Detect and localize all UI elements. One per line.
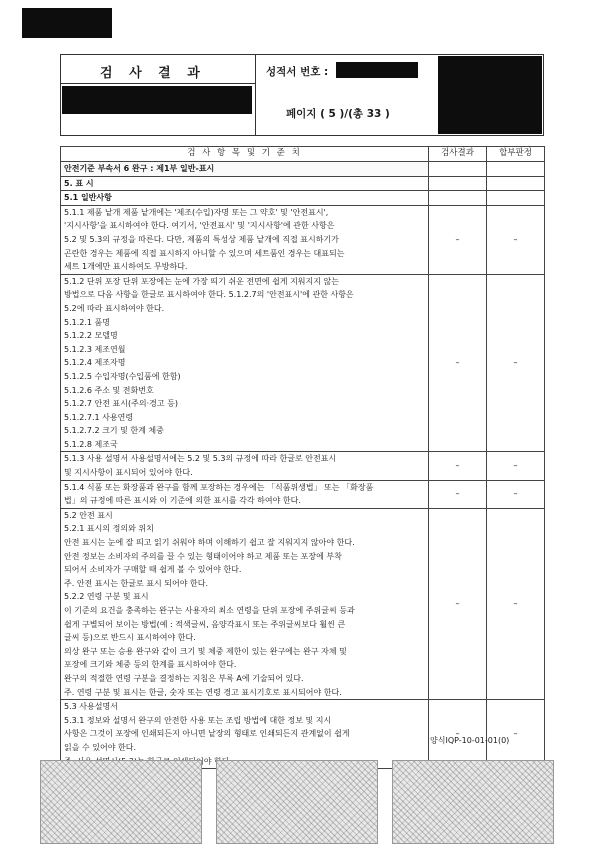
result-cell: – [429, 508, 487, 699]
verdict-cell: – [487, 508, 545, 699]
verdict-cell: – [487, 700, 545, 769]
item-line: 5.3 사용설명서 [64, 702, 118, 712]
item-line: 5.1.2.1 품명 [64, 317, 110, 327]
standard-row [61, 162, 545, 177]
item-line: 안전 표시는 눈에 잘 띄고 읽기 쉬워야 하며 이해하기 쉽고 잘 지워지지 않아야 한다. [64, 538, 355, 548]
table-row [61, 274, 545, 452]
item-line: 포장에 크기와 체중 등의 한계를 표시하여야 한다. [64, 660, 237, 670]
item-line: 쉽게 구별되어 보이는 방법(예 : 적색글씨, 음양각표시 또는 주위글씨보다 훨씬 큰 [64, 619, 346, 629]
verdict-cell: – [487, 274, 545, 452]
item-line: 5.1.3 사용 설명서 사용설명서에는 5.2 및 5.3의 규정에 따라 한글로 안전표시 [64, 454, 337, 464]
table-row [61, 480, 545, 508]
result-cell: – [429, 205, 487, 274]
item-line: 세트 1개에만 표시하여도 무방하다. [64, 262, 188, 272]
item-line: 5.1.2.7.1 사용연령 [64, 412, 134, 422]
redacted-block-top-right [438, 56, 542, 134]
item-line: 5.1.1 제품 낱개 제품 낱개에는 '제조(수입)자명 또는 그 약호' 및 '안전표시', [64, 207, 329, 217]
empty-cell [429, 176, 487, 191]
item-line: 5.1.4 식품 또는 화장품과 완구를 함께 포장하는 경우에는 「식품위생법」 또는 「화장품 [64, 482, 374, 492]
item-line: 주. 연령 구분 및 표시는 한글, 숫자 또는 연령 경고 표시기호로 표시되어야 한다. [64, 687, 342, 697]
col-header-item: 검 사 항 목 및 기 준 치 [61, 147, 429, 162]
item-line: 방법으로 다음 사항을 한글로 표시하여야 한다. 5.1.2.7의 '안전표시'에 관한 사항은 [64, 290, 354, 300]
page-indicator: 페이지 ( 5 )/(총 33 ) [286, 108, 390, 120]
item-line: 5.1.2.3 제조연월 [64, 344, 126, 354]
result-cell: – [429, 274, 487, 452]
col-header-result: 검사결과 [429, 147, 487, 162]
item-line: 법」의 규정에 따른 표시와 이 기준에 의한 표시를 각각 하여야 한다. [64, 496, 301, 506]
result-cell: – [429, 700, 487, 769]
item-text-cell [61, 452, 429, 480]
result-cell: – [429, 452, 487, 480]
report-number-label: 성적서 번호 : [266, 66, 329, 78]
page-title: 검 사 결 과 [100, 66, 206, 81]
item-line: 의상 완구 또는 승용 완구와 같이 크기 및 체중 제한이 있는 완구에는 완구 자체 및 [64, 646, 347, 656]
item-line: 5.1.2 단위 포장 단위 포장에는 눈에 가장 띄기 쉬운 전면에 쉽게 지워지지 않는 [64, 276, 339, 286]
item-text-cell [61, 205, 429, 274]
item-line: 5.2에 따라 표시하여야 한다. [64, 303, 165, 313]
security-pattern-right [392, 760, 554, 844]
item-line: 주. 안전 표시는 한글로 표시 되어야 한다. [64, 578, 208, 588]
item-line: 이 기준의 요건을 충족하는 완구는 사용자의 최소 연령을 단위 포장에 주위글씨 등과 [64, 606, 355, 615]
verdict-cell: – [487, 205, 545, 274]
col-header-verdict: 합부판정 [487, 147, 545, 162]
table-row [61, 508, 545, 699]
item-line: 5.1.2.7 안전 표시(주의·경고 등) [64, 399, 178, 409]
subsection-row [61, 191, 545, 206]
empty-cell [429, 162, 487, 177]
item-line: 5.1.2.8 제조국 [64, 439, 118, 449]
item-line: 곤란한 경우는 제품에 직접 표시하지 아니할 수 있으며 세트품인 경우는 대표되는 [64, 248, 345, 258]
item-line: 5.2 및 5.3의 규정을 따른다. 다만, 제품의 특성상 제품 낱개에 직접 표시하기가 [64, 234, 339, 244]
item-line: 완구의 적절한 연령 구분을 결정하는 지침은 부록 A에 기술되어 있다. [64, 673, 304, 683]
header-vertical-rule [255, 54, 256, 136]
redacted-block-top-left [22, 8, 112, 38]
result-cell: – [429, 480, 487, 508]
form-number: 양식IQP-10-01-01(0) [430, 736, 510, 745]
item-line: 되어서 소비자가 구매할 때 쉽게 볼 수 있어야 한다. [64, 565, 242, 575]
item-line: 5.1.2.4 제조자명 [64, 358, 126, 368]
item-line: 사항은 그것이 포장에 인쇄되든지 아니면 낱장의 형태로 인쇄되든지 관계없이 쉽게 [64, 729, 350, 739]
section-row [61, 176, 545, 191]
item-line: 5.3.1 정보와 설명서 완구의 안전한 사용 또는 조립 방법에 대한 정보 및 지시 [64, 715, 332, 725]
item-line: 5.2.2 연령 구분 및 표시 [64, 592, 149, 602]
item-line: 5.2 안전 표시 [64, 510, 113, 520]
item-text-cell [61, 508, 429, 699]
item-text-cell [61, 700, 429, 769]
empty-cell [429, 191, 487, 206]
section-title: 5. 표 시 [61, 176, 429, 191]
security-pattern-left [40, 760, 202, 844]
verdict-cell: – [487, 452, 545, 480]
table-row [61, 205, 545, 274]
empty-cell [487, 176, 545, 191]
table-header-row [61, 147, 545, 162]
item-text-cell [61, 480, 429, 508]
table-row [61, 452, 545, 480]
inspection-table [60, 146, 545, 769]
standard-title: 안전기준 부속서 6 완구 : 제1부 일반-표시 [61, 162, 429, 177]
redacted-report-number [336, 62, 418, 78]
item-line: 5.1.2.2 모델명 [64, 331, 118, 341]
item-text-cell [61, 274, 429, 452]
item-line: 읽을 수 있어야 한다. [64, 742, 136, 752]
item-line: 글씨 등)으로 반드시 표시하여야 한다. [64, 633, 196, 643]
item-line: 5.1.2.7.2 크기 및 한계 체중 [64, 426, 164, 436]
redacted-block-client [62, 86, 252, 114]
security-pattern-middle [216, 760, 378, 844]
empty-cell [487, 162, 545, 177]
item-line: 및 지시사항이 표시되어 있어야 한다. [64, 468, 193, 478]
empty-cell [487, 191, 545, 206]
item-line: 5.1.2.6 주소 및 전화번호 [64, 385, 154, 395]
item-line: 5.1.2.5 수입자명(수입품에 한함) [64, 371, 181, 381]
subsection-title: 5.1 일반사항 [61, 191, 429, 206]
verdict-cell: – [487, 480, 545, 508]
item-line: '지시사항'을 표시하여야 한다. 여기서, '안전표시' 및 '지시사항'에 관한 사항은 [64, 221, 335, 231]
item-line: 5.2.1 표시의 정의와 위치 [64, 524, 154, 534]
item-line: 안전 정보는 소비자의 주의를 끌 수 있는 형태이어야 하고 제품 또는 포장에 부착 [64, 551, 342, 561]
